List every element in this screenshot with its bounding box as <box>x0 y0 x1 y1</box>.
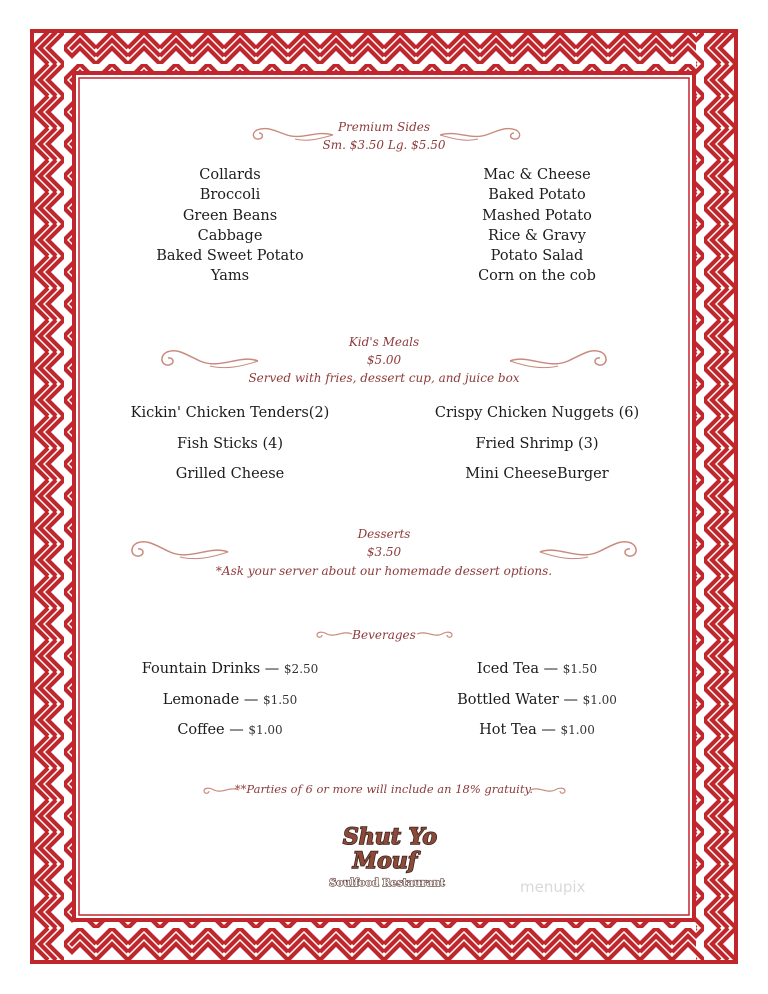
list-item: Fish Sticks (4) <box>177 435 283 452</box>
beverages-left-list <box>100 654 360 746</box>
beverage-price: $1.00 <box>248 723 283 737</box>
list-item: Cabbage <box>197 227 263 244</box>
swirl-left-icon <box>125 535 230 569</box>
list-item: Baked Potato <box>488 187 586 204</box>
list-item: Grilled Cheese <box>175 466 285 482</box>
list-item: Fried Shrimp (3) <box>475 435 599 452</box>
list-item: Rice & Gravy <box>488 227 586 244</box>
swirl-right-icon <box>538 535 643 569</box>
restaurant-logo <box>325 818 455 893</box>
list-item: Mashed Potato <box>482 207 592 224</box>
beverages-right-list <box>407 654 667 746</box>
beverage-name: Fountain Drinks <box>141 661 261 677</box>
beverage-price: $1.50 <box>262 692 298 707</box>
list-item: Corn on the cob <box>478 268 596 285</box>
gratuity-note: **Parties of 6 or more will include an 18% gratuity. <box>234 782 534 796</box>
logo-line2: Mouf <box>352 848 418 874</box>
desserts-price: $3.50 <box>366 545 402 559</box>
logo-line1: Shut Yo <box>342 824 438 850</box>
swirl-left-icon <box>247 122 335 148</box>
beverage-name: Lemonade <box>162 691 240 708</box>
beverage-price: $1.00 <box>560 723 595 737</box>
list-item: Coffee — $1.00 <box>177 722 283 738</box>
desserts-title: Desserts <box>357 527 411 541</box>
beverage-price: $1.50 <box>562 662 598 676</box>
list-item: Potato Salad <box>490 248 584 265</box>
swirl-left-icon <box>155 344 260 378</box>
swirl-right-icon <box>529 783 569 797</box>
premium-sides-title: Premium Sides <box>337 120 431 134</box>
premium-sides-right-list <box>437 165 637 287</box>
beverages-title: Beverages <box>352 628 416 642</box>
swirl-right-icon <box>438 122 526 148</box>
list-item: Broccoli <box>199 187 261 204</box>
swirl-left-icon <box>313 627 353 641</box>
list-item: Green Beans <box>182 207 278 224</box>
list-item: Yams <box>210 268 250 285</box>
beverage-name: Iced Tea <box>476 661 539 677</box>
beverage-price: $1.00 <box>582 692 617 707</box>
list-item: Hot Tea — $1.00 <box>479 722 595 738</box>
swirl-right-icon <box>416 627 456 641</box>
kids-meals-price: $5.00 <box>366 353 402 367</box>
list-item: Mac & Cheese <box>483 167 591 183</box>
list-item: Iced Tea — $1.50 <box>476 661 598 677</box>
logo-tagline: Soulfood Restaurant <box>329 878 445 889</box>
premium-sides-left-list <box>130 165 330 287</box>
list-item: Bottled Water — $1.00 <box>457 691 617 708</box>
list-item: Mini CheeseBurger <box>465 466 609 482</box>
beverage-name: Bottled Water <box>457 691 559 708</box>
list-item: Lemonade — $1.50 <box>162 691 298 708</box>
beverage-name: Coffee <box>177 722 225 738</box>
swirl-left-icon <box>200 783 240 797</box>
beverage-name: Hot Tea <box>479 722 537 738</box>
list-item: Crispy Chicken Nuggets (6) <box>434 405 640 421</box>
kids-meals-subtitle: Served with fries, dessert cup, and juice box <box>248 371 520 385</box>
kids-meals-left-list <box>110 398 350 490</box>
swirl-right-icon <box>508 344 613 378</box>
beverage-price: $2.50 <box>283 662 319 676</box>
kids-meals-title: Kid's Meals <box>348 335 420 349</box>
desserts-subtitle: *Ask your server about our homemade dessert options. <box>215 564 553 578</box>
list-item: Fountain Drinks — $2.50 <box>141 661 319 677</box>
list-item: Baked Sweet Potato <box>156 248 304 265</box>
list-item: Collards <box>199 167 261 183</box>
list-item: Kickin' Chicken Tenders(2) <box>130 405 330 421</box>
kids-meals-right-list <box>417 398 657 490</box>
premium-sides-price: Sm. $3.50 Lg. $5.50 <box>322 138 446 152</box>
watermark: menupix <box>520 878 586 896</box>
